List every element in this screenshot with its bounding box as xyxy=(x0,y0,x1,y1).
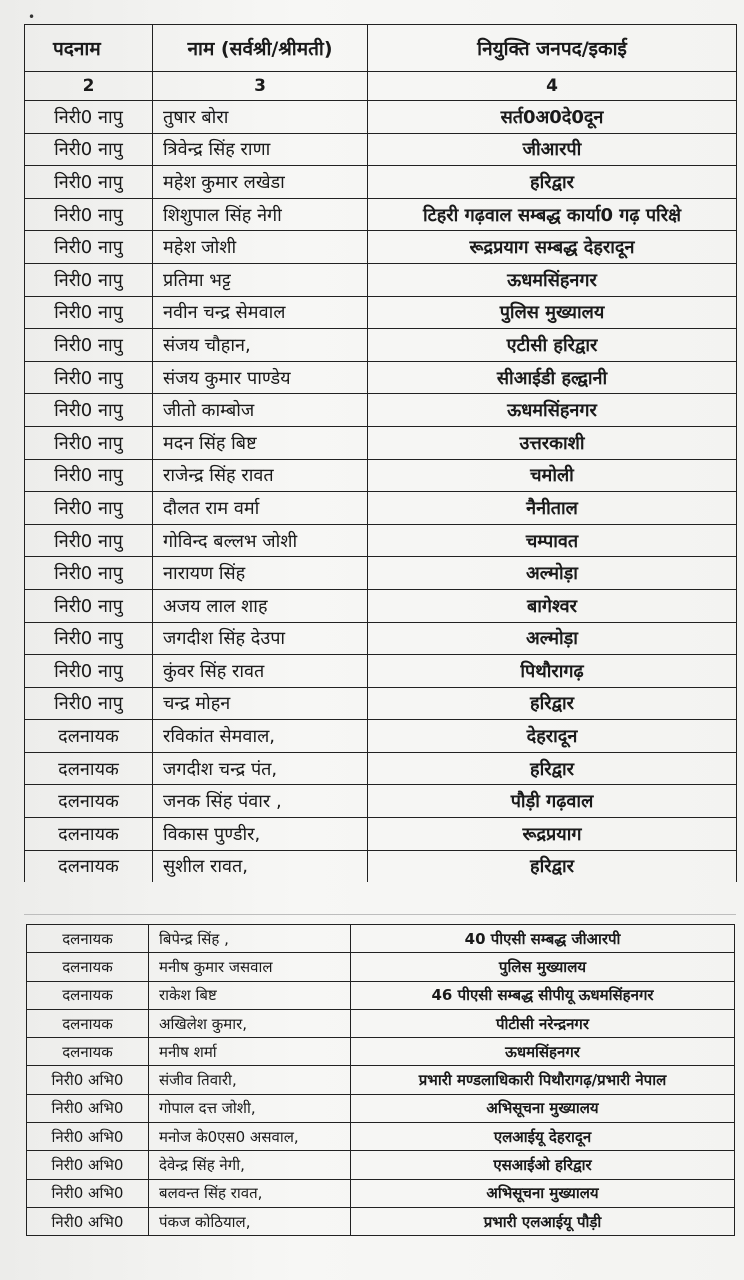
name-cell: मदन सिंह बिष्ट xyxy=(153,426,368,459)
table-row xyxy=(25,492,737,525)
table-row xyxy=(25,133,737,166)
header-row xyxy=(25,25,737,72)
name-cell: नवीन चन्द्र सेमवाल xyxy=(153,296,368,329)
name-cell: कुंवर सिंह रावत xyxy=(153,655,368,688)
column-number: 2 xyxy=(25,72,153,101)
designation-cell: निरी0 नापु xyxy=(25,133,153,166)
table-row xyxy=(25,426,737,459)
posting-unit-cell: एसआईओ हरिद्वार xyxy=(351,1151,735,1179)
name-cell: संजीव तिवारी, xyxy=(149,1066,351,1094)
designation-cell: निरी0 अभि0 xyxy=(27,1207,149,1235)
name-cell: मनोज के0एस0 असवाल, xyxy=(149,1123,351,1151)
designation-cell: दलनायक xyxy=(27,1009,149,1037)
table-row xyxy=(25,785,737,818)
table-row xyxy=(25,589,737,622)
table-row xyxy=(25,622,737,655)
posting-unit-cell: जीआरपी xyxy=(368,133,737,166)
designation-cell: दलनायक xyxy=(25,785,153,818)
designation-cell: दलनायक xyxy=(25,720,153,753)
table-row xyxy=(25,166,737,199)
table-row xyxy=(27,1066,735,1094)
scan-mark: • xyxy=(28,10,36,24)
table-row xyxy=(27,981,735,1009)
posting-unit-cell: अभिसूचना मुख्यालय xyxy=(351,1179,735,1207)
table-row xyxy=(25,818,737,851)
designation-cell: निरी0 नापु xyxy=(25,263,153,296)
name-cell: चन्द्र मोहन xyxy=(153,687,368,720)
table-row xyxy=(25,687,737,720)
column-number: 3 xyxy=(153,72,368,101)
posting-unit-cell: देहरादून xyxy=(368,720,737,753)
posting-unit-cell: 40 पीएसी सम्बद्ध जीआरपी xyxy=(351,925,735,953)
table-row xyxy=(25,361,737,394)
posting-unit-cell: रूद्रप्रयाग xyxy=(368,818,737,851)
name-cell: गोविन्द बल्लभ जोशी xyxy=(153,524,368,557)
name-cell: जनक सिंह पंवार , xyxy=(153,785,368,818)
column-number: 4 xyxy=(368,72,737,101)
designation-cell: निरी0 नापु xyxy=(25,524,153,557)
posting-unit-cell: प्रभारी एलआईयू पौड़ी xyxy=(351,1207,735,1235)
designation-cell: निरी0 अभि0 xyxy=(27,1066,149,1094)
name-cell: मनीष कुमार जसवाल xyxy=(149,953,351,981)
table-row xyxy=(25,101,737,134)
designation-cell: निरी0 नापु xyxy=(25,459,153,492)
table-row xyxy=(27,1151,735,1179)
designation-cell: निरी0 नापु xyxy=(25,655,153,688)
table-row xyxy=(25,720,737,753)
name-cell: बिपेन्द्र सिंह , xyxy=(149,925,351,953)
name-cell: मनीष शर्मा xyxy=(149,1038,351,1066)
designation-cell: निरी0 नापु xyxy=(25,557,153,590)
name-cell: तुषार बोरा xyxy=(153,101,368,134)
table-row xyxy=(27,953,735,981)
name-cell: जगदीश सिंह देउपा xyxy=(153,622,368,655)
posting-unit-cell: टिहरी गढ़वाल सम्बद्ध कार्या0 गढ़ परिक्षे xyxy=(368,198,737,231)
table-row xyxy=(25,655,737,688)
designation-cell: निरी0 नापु xyxy=(25,101,153,134)
name-cell: प्रतिमा भट्ट xyxy=(153,263,368,296)
posting-unit-cell: अल्मोड़ा xyxy=(368,622,737,655)
designation-cell: दलनायक xyxy=(27,981,149,1009)
designation-cell: निरी0 नापु xyxy=(25,231,153,264)
name-cell: गोपाल दत्त जोशी, xyxy=(149,1094,351,1122)
table-row xyxy=(25,296,737,329)
table-row xyxy=(25,557,737,590)
name-cell: पंकज कोठियाल, xyxy=(149,1207,351,1235)
designation-cell: निरी0 नापु xyxy=(25,361,153,394)
table-row xyxy=(25,524,737,557)
table-row xyxy=(25,329,737,362)
name-cell: शिशुपाल सिंह नेगी xyxy=(153,198,368,231)
designation-cell: निरी0 नापु xyxy=(25,329,153,362)
posting-unit-cell: पिथौरागढ़ xyxy=(368,655,737,688)
posting-unit-cell: अभिसूचना मुख्यालय xyxy=(351,1094,735,1122)
table-row xyxy=(27,1207,735,1235)
posting-unit-cell: रूद्रप्रयाग सम्बद्ध देहरादून xyxy=(368,231,737,264)
designation-cell: निरी0 नापु xyxy=(25,622,153,655)
posting-unit-cell: बागेश्वर xyxy=(368,589,737,622)
posting-unit-cell: हरिद्वार xyxy=(368,166,737,199)
name-cell: जगदीश चन्द्र पंत, xyxy=(153,752,368,785)
name-cell: महेश कुमार लखेडा xyxy=(153,166,368,199)
name-cell: महेश जोशी xyxy=(153,231,368,264)
posting-unit-cell: ऊधमसिंहनगर xyxy=(351,1038,735,1066)
posting-unit-cell: सर्त0अ0दे0दून xyxy=(368,101,737,134)
posting-unit-cell: हरिद्वार xyxy=(368,687,737,720)
header-name: नाम (सर्वश्री/श्रीमती) xyxy=(153,25,368,72)
designation-cell: निरी0 नापु xyxy=(25,394,153,427)
designation-cell: दलनायक xyxy=(25,752,153,785)
posting-unit-cell: हरिद्वार xyxy=(368,850,737,882)
name-cell: दौलत राम वर्मा xyxy=(153,492,368,525)
posting-unit-cell: सीआईडी हल्द्वानी xyxy=(368,361,737,394)
name-cell: रविकांत सेमवाल, xyxy=(153,720,368,753)
designation-cell: निरी0 अभि0 xyxy=(27,1151,149,1179)
name-cell: विकास पुण्डीर, xyxy=(153,818,368,851)
designation-cell: निरी0 नापु xyxy=(25,589,153,622)
table-row xyxy=(25,752,737,785)
designation-cell: निरी0 नापु xyxy=(25,426,153,459)
posting-table-2 xyxy=(26,924,735,1236)
designation-cell: निरी0 नापु xyxy=(25,687,153,720)
header-posting-unit: नियुक्ति जनपद/इकाई xyxy=(368,25,737,72)
designation-cell: निरी0 नापु xyxy=(25,296,153,329)
posting-unit-cell: अल्मोड़ा xyxy=(368,557,737,590)
posting-unit-cell: चमोली xyxy=(368,459,737,492)
table-separator xyxy=(24,914,736,915)
table-row xyxy=(27,1009,735,1037)
name-cell: राकेश बिष्ट xyxy=(149,981,351,1009)
posting-unit-cell: एलआईयू देहरादून xyxy=(351,1123,735,1151)
designation-cell: निरी0 नापु xyxy=(25,166,153,199)
posting-unit-cell: पीटीसी नरेन्द्रनगर xyxy=(351,1009,735,1037)
table-row xyxy=(25,263,737,296)
posting-unit-cell: पुलिस मुख्यालय xyxy=(351,953,735,981)
name-cell: संजय कुमार पाण्डेय xyxy=(153,361,368,394)
posting-unit-cell: 46 पीएसी सम्बद्ध सीपीयू ऊधमसिंहनगर xyxy=(351,981,735,1009)
designation-cell: दलनायक xyxy=(25,850,153,882)
table-row xyxy=(27,925,735,953)
designation-cell: दलनायक xyxy=(27,925,149,953)
posting-unit-cell: ऊधमसिंहनगर xyxy=(368,394,737,427)
name-cell: सुशील रावत, xyxy=(153,850,368,882)
table-row xyxy=(27,1179,735,1207)
name-cell: अजय लाल शाह xyxy=(153,589,368,622)
name-cell: जीतो काम्बोज xyxy=(153,394,368,427)
table-row xyxy=(27,1094,735,1122)
name-cell: देवेन्द्र सिंह नेगी, xyxy=(149,1151,351,1179)
posting-unit-cell: एटीसी हरिद्वार xyxy=(368,329,737,362)
name-cell: बलवन्त सिंह रावत, xyxy=(149,1179,351,1207)
posting-unit-cell: चम्पावत xyxy=(368,524,737,557)
posting-unit-cell: उत्तरकाशी xyxy=(368,426,737,459)
posting-unit-cell: पुलिस मुख्यालय xyxy=(368,296,737,329)
posting-unit-cell: ऊधमसिंहनगर xyxy=(368,263,737,296)
header-designation: पदनाम xyxy=(25,25,153,72)
table-row xyxy=(25,459,737,492)
posting-unit-cell: प्रभारी मण्डलाधिकारी पिथौरागढ़/प्रभारी नेपाल xyxy=(351,1066,735,1094)
posting-table-1 xyxy=(24,24,737,882)
designation-cell: दलनायक xyxy=(27,1038,149,1066)
designation-cell: निरी0 अभि0 xyxy=(27,1094,149,1122)
designation-cell: निरी0 अभि0 xyxy=(27,1123,149,1151)
designation-cell: दलनायक xyxy=(27,953,149,981)
table-row xyxy=(25,850,737,882)
table-row xyxy=(25,198,737,231)
table-row xyxy=(27,1038,735,1066)
designation-cell: दलनायक xyxy=(25,818,153,851)
name-cell: त्रिवेन्द्र सिंह राणा xyxy=(153,133,368,166)
table-row xyxy=(25,394,737,427)
name-cell: राजेन्द्र सिंह रावत xyxy=(153,459,368,492)
posting-unit-cell: नैनीताल xyxy=(368,492,737,525)
posting-unit-cell: पौड़ी गढ़वाल xyxy=(368,785,737,818)
designation-cell: निरी0 अभि0 xyxy=(27,1179,149,1207)
name-cell: नारायण सिंह xyxy=(153,557,368,590)
name-cell: अखिलेश कुमार, xyxy=(149,1009,351,1037)
posting-unit-cell: हरिद्वार xyxy=(368,752,737,785)
table-row xyxy=(27,1123,735,1151)
column-number-row xyxy=(25,72,737,101)
designation-cell: निरी0 नापु xyxy=(25,492,153,525)
table-row xyxy=(25,231,737,264)
designation-cell: निरी0 नापु xyxy=(25,198,153,231)
name-cell: संजय चौहान, xyxy=(153,329,368,362)
